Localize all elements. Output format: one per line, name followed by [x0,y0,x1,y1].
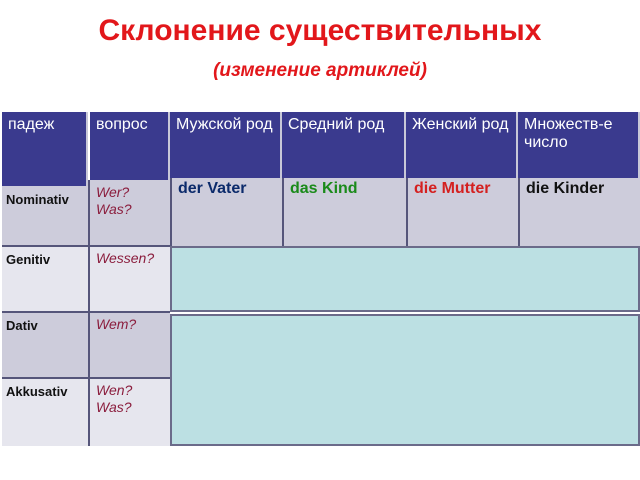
nominativ-masculine [170,178,282,246]
header-plural: Множеств-е число [518,112,640,192]
plural-nominativ-value: die Kinder [526,180,605,197]
question-genitiv-text: Wessen? [96,250,155,266]
case-akkusativ: Akkusativ [2,378,88,446]
row-divider [2,311,170,313]
row-divider [2,245,170,247]
answer-cover-genitiv[interactable] [170,246,640,312]
answer-cover-dativ-akkusativ[interactable] [170,314,640,446]
header-case: падеж [2,112,88,186]
question-dativ-text: Wem? [96,316,137,332]
question-dativ [88,312,170,378]
nominativ-feminine [406,178,518,246]
question-nominativ [88,180,170,246]
header-masculine: Мужской род [170,112,282,192]
nominativ-plural [518,178,640,246]
question-akkusativ-text: Wen? Was? [96,382,133,415]
masc-nominativ-value: der Vater [178,180,247,197]
case-dativ: Dativ [2,312,88,378]
row-divider [2,377,170,379]
question-nominativ-text: Wer? Was? [96,184,132,217]
case-nominativ: Nominativ [2,186,88,246]
question-genitiv [88,246,170,312]
header-feminine: Женский род [406,112,518,192]
neut-nominativ-value: das Kind [290,180,358,197]
nominativ-neuter [282,178,406,246]
page-subtitle: (изменение артиклей) [213,60,427,81]
fem-nominativ-value: die Mutter [414,180,491,197]
question-akkusativ [88,378,170,446]
header-question: вопрос [90,112,170,180]
page-title: Склонение существительных [98,14,542,47]
header-neuter: Средний род [282,112,406,192]
case-genitiv: Genitiv [2,246,88,312]
